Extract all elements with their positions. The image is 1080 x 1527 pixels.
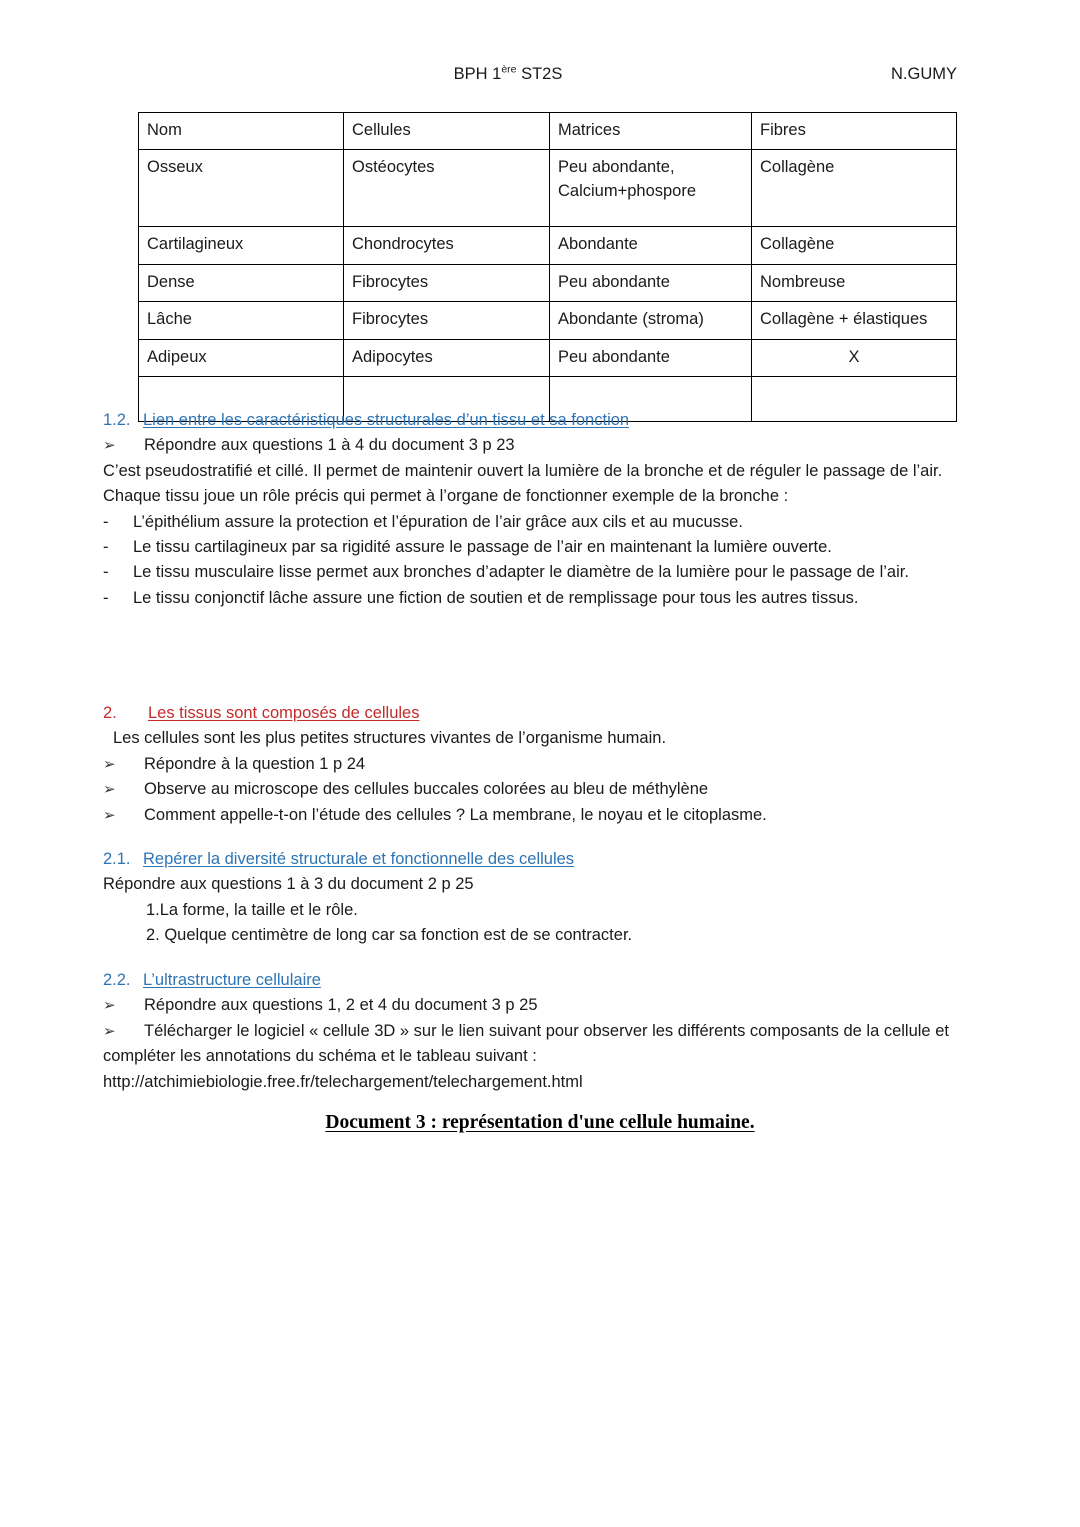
section-2-2-title: L’ultrastructure cellulaire [143, 971, 321, 989]
table-row [139, 302, 957, 339]
column-header-matrices: Matrices [550, 113, 752, 150]
cell-cellules: Chondrocytes [344, 227, 550, 264]
list-item-label: L’épithélium assure la protection et l’épuration de l’air grâce aux cils et au mucusse. [133, 512, 743, 531]
section-2-1-heading [103, 847, 957, 872]
table-row [139, 264, 957, 301]
list-item [103, 777, 957, 802]
document-3-title [0, 1112, 1080, 1134]
cell-fibres: X [752, 339, 957, 376]
cell-matrices-line1: Peu abondante, [558, 158, 675, 177]
column-header-cellules: Cellules [344, 113, 550, 150]
list-item-label: Comment appelle-t-on l’étude des cellules ? La membrane, le noyau et le citoplasme. [144, 805, 767, 824]
column-header-fibres: Fibres [752, 113, 957, 150]
section-1-2-task [103, 433, 957, 458]
cell-cellules: Adipocytes [344, 339, 550, 376]
section-2-2-heading [103, 968, 957, 993]
running-header [103, 62, 977, 86]
section-1-2-title: Lien entre les caractéristiques structurales d’un tissu et sa fonction [143, 411, 630, 429]
cell-matrices: Peu abondante [550, 264, 752, 301]
cell-nom: Lâche [139, 302, 344, 339]
cell-fibres: Collagène [752, 150, 957, 227]
cell-nom: Adipeux [139, 339, 344, 376]
section-1-2-heading [103, 408, 957, 433]
cell-cellules: Fibrocytes [344, 302, 550, 339]
section-2-1-number: 2.1. [103, 850, 131, 868]
list-item-label: Répondre à la question 1 p 24 [144, 754, 366, 773]
list-item-label: Le tissu cartilagineux par sa rigidité assure le passage de l’air en maintenant la lumière ouverte. [133, 538, 832, 557]
section-2-2-number: 2.2. [103, 971, 131, 989]
list-item-label: Observe au microscope des cellules buccales colorées au bleu de méthylène [144, 780, 709, 799]
arrow-bullet-icon: ➢ [103, 806, 116, 824]
list-item [103, 803, 957, 828]
section-2-heading [103, 701, 957, 726]
list-item [103, 1019, 957, 1070]
cell-nom: Osseux [139, 150, 344, 227]
cell-fibres: Collagène [752, 227, 957, 264]
column-header-nom: Nom [139, 113, 344, 150]
tissue-table-container [138, 112, 956, 422]
tissue-table [138, 112, 957, 422]
header-author: N.GUMY [891, 65, 957, 83]
section-2-1 [103, 847, 957, 949]
header-course-prefix: BPH 1 [453, 65, 502, 83]
answer-item: 1.La forme, la taille et le rôle. [146, 900, 358, 919]
section-1-2 [103, 408, 957, 611]
cell-matrices: Peu abondante [550, 339, 752, 376]
section-2-title: Les tissus sont composés de cellules [148, 704, 420, 722]
list-item-label: Répondre aux questions 1, 2 et 4 du document 3 p 25 [144, 996, 538, 1015]
table-row [139, 150, 957, 227]
list-item [103, 535, 957, 560]
section-2-1-title: Repérer la diversité structurale et fonctionnelle des cellules [143, 850, 575, 868]
list-item [103, 752, 957, 777]
cell-cellules: Ostéocytes [344, 150, 550, 227]
cell-matrices [550, 150, 752, 227]
arrow-bullet-icon: ➢ [103, 1022, 116, 1040]
cell-matrices: Abondante [550, 227, 752, 264]
cell-fibres: Collagène + élastiques [752, 302, 957, 339]
section-1-2-number: 1.2. [103, 411, 131, 429]
list-item [103, 560, 957, 585]
cell-fibres: Nombreuse [752, 264, 957, 301]
list-item [103, 586, 957, 611]
list-item [103, 510, 957, 535]
cell-matrices: Abondante (stroma) [550, 302, 752, 339]
dash-bullet-icon: - [103, 563, 109, 582]
list-item-label: Télécharger le logiciel « cellule 3D » sur le lien suivant pour observer les différents composants de la cellule et compléter les annotations du schéma et le tableau suivant : [103, 1021, 949, 1066]
document-3-title-text: Document 3 : représentation d'une cellule humaine. [325, 1112, 755, 1133]
section-2-1-task: Répondre aux questions 1 à 3 du document 2 p 25 [103, 875, 474, 894]
table-header-row [139, 113, 957, 150]
header-course-label [454, 62, 563, 86]
arrow-bullet-icon: ➢ [103, 781, 116, 799]
section-2-intro: Les cellules sont les plus petites structures vivantes de l’organisme humain. [113, 729, 667, 748]
table-row [139, 339, 957, 376]
dash-bullet-icon: - [103, 538, 109, 557]
arrow-bullet-icon: ➢ [103, 755, 116, 773]
section-2-2 [103, 968, 957, 1095]
dash-bullet-icon: - [103, 588, 109, 607]
section-1-2-paragraph: C’est pseudostratifié et cillé. Il permet de maintenir ouvert la lumière de la bronche et de réguler le passage de l’air. Chaque tissu joue un rôle précis qui permet à l’organe de fonctionner exemple de la bronche : [103, 461, 943, 506]
section-2-number: 2. [103, 704, 117, 722]
header-course-ordinal: ère [501, 63, 517, 76]
cell-nom: Dense [139, 264, 344, 301]
section-1-2-task-text: Répondre aux questions 1 à 4 du document 3 p 23 [144, 436, 515, 455]
cell-matrices-line2: Calcium+phospore [558, 181, 697, 200]
table-row [139, 227, 957, 264]
list-item-label: Le tissu musculaire lisse permet aux bronches d’adapter le diamètre de la lumière pour le passage de l’air. [133, 563, 909, 582]
section-2 [103, 701, 957, 828]
arrow-bullet-icon: ➢ [103, 997, 116, 1015]
cell-cellules: Fibrocytes [344, 264, 550, 301]
header-course-suffix: ST2S [516, 65, 563, 83]
download-link[interactable]: http://atchimiebiologie.free.fr/telechargement/telechargement.html [103, 1072, 583, 1091]
cell-nom: Cartilagineux [139, 227, 344, 264]
answer-item: 2. Quelque centimètre de long car sa fonction est de se contracter. [146, 926, 633, 945]
arrow-bullet-icon: ➢ [103, 437, 116, 455]
list-item-label: Le tissu conjonctif lâche assure une fiction de soutien et de remplissage pour tous les autres tissus. [133, 588, 859, 607]
list-item [103, 993, 957, 1018]
dash-bullet-icon: - [103, 512, 109, 531]
